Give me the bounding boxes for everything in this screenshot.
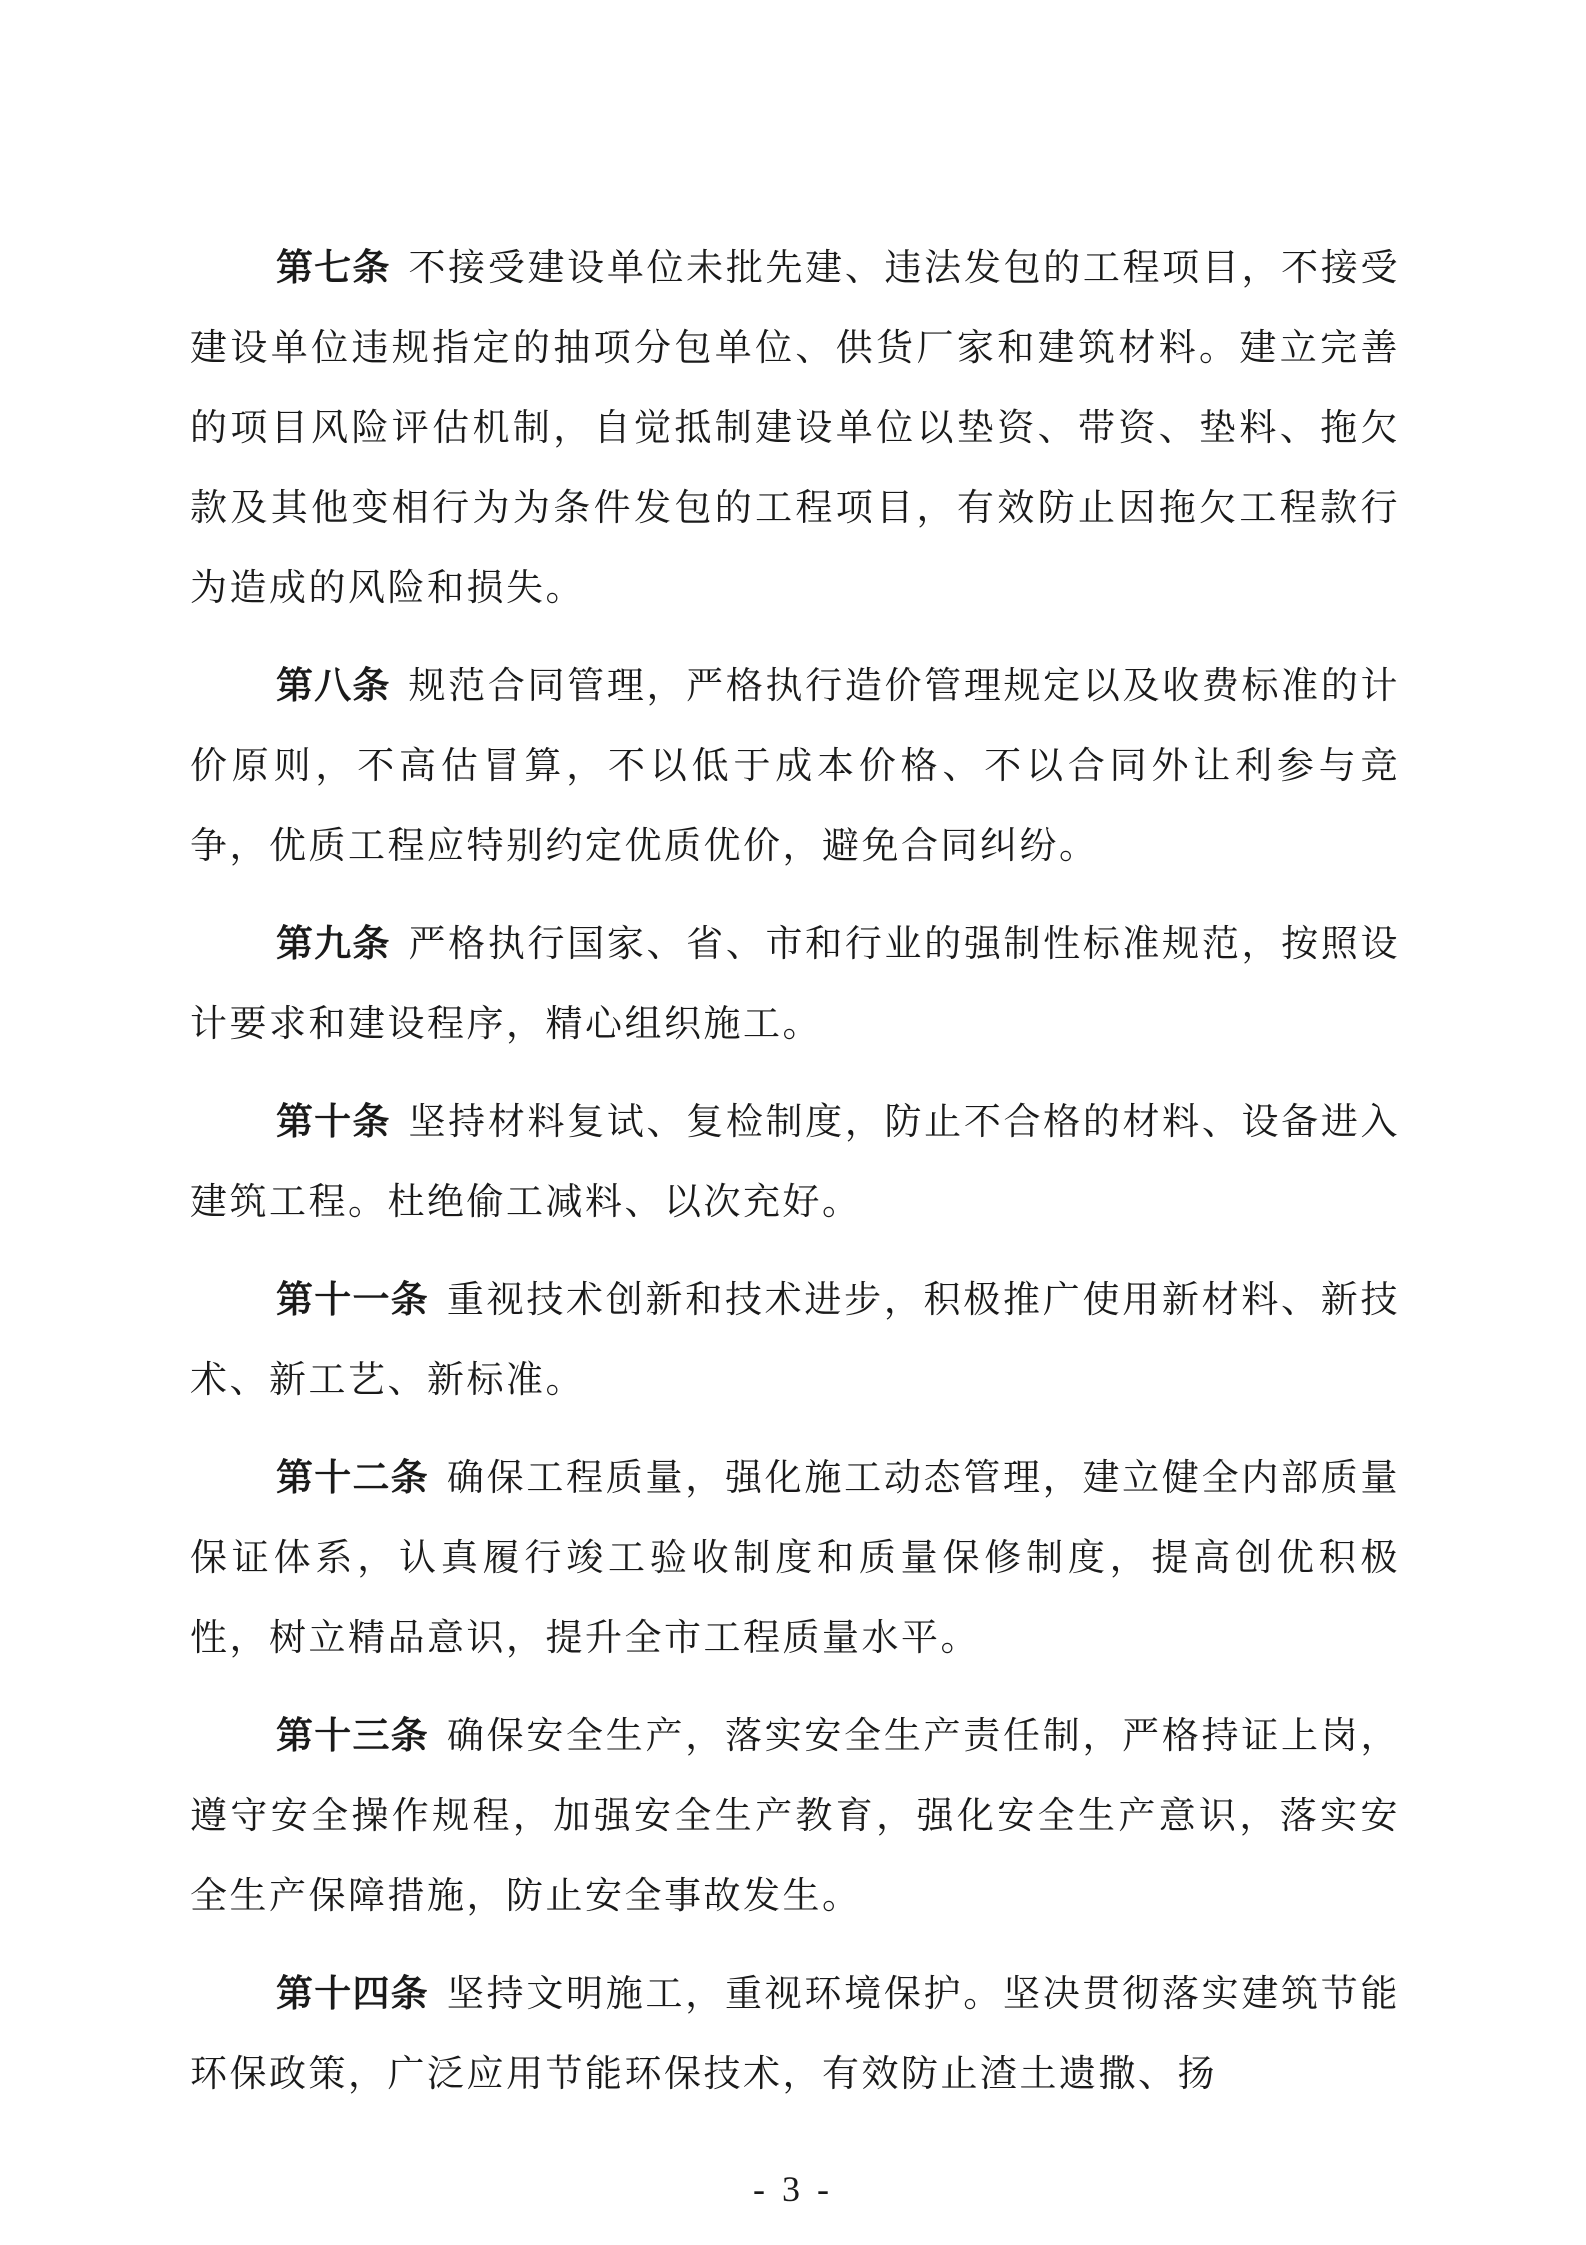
article-heading: 第十二条 [276,1456,429,1499]
article-heading: 第九条 [276,922,391,965]
article-11 [190,1260,1400,1420]
article-7 [190,228,1400,628]
article-text: 严格执行国家、省、市和行业的强制性标准规范，按照设计要求和建设程序，精心组织施工。 [190,922,1400,1045]
document-body [190,228,1400,2132]
article-text: 确保工程质量，强化施工动态管理，建立健全内部质量保证体系，认真履行竣工验收制度和质量保修制度，提高创优积极性，树立精品意识，提升全市工程质量水平。 [190,1456,1401,1659]
article-12 [190,1438,1400,1678]
article-14 [190,1954,1400,2114]
article-10 [190,1082,1400,1242]
article-text: 坚持文明施工，重视环境保护。坚决贯彻落实建筑节能环保政策，广泛应用节能环保技术，有效防止渣土遗撒、扬 [190,1972,1401,2095]
article-13 [190,1696,1400,1936]
article-text: 重视技术创新和技术进步，积极推广使用新材料、新技术、新工艺、新标准。 [190,1278,1401,1401]
article-heading: 第十三条 [276,1714,429,1757]
article-heading: 第七条 [276,246,391,289]
article-text: 规范合同管理，严格执行造价管理规定以及收费标准的计价原则，不高估冒算，不以低于成本价格、不以合同外让利参与竞争，优质工程应特别约定优质优价，避免合同纠纷。 [190,664,1400,867]
article-heading: 第十四条 [276,1972,429,2015]
article-9 [190,904,1400,1064]
article-text: 坚持材料复试、复检制度，防止不合格的材料、设备进入建筑工程。杜绝偷工减料、以次充好。 [190,1100,1400,1223]
page-number: - 3 - [753,2169,833,2209]
article-text: 确保安全生产，落实安全生产责任制，严格持证上岗，遵守安全操作规程，加强安全生产教育，强化安全生产意识，落实安全生产保障措施，防止安全事故发生。 [190,1714,1401,1917]
article-text: 不接受建设单位未批先建、违法发包的工程项目，不接受建设单位违规指定的抽项分包单位、供货厂家和建筑材料。建立完善的项目风险评估机制，自觉抵制建设单位以垫资、带资、垫料、拖欠款及其他变相行为为条件发包的工程项目，有效防止因拖欠工程款行为造成的风险和损失。 [190,246,1400,609]
article-heading: 第十条 [276,1100,391,1143]
article-8 [190,646,1400,886]
article-heading: 第八条 [276,664,391,707]
article-heading: 第十一条 [276,1278,429,1321]
